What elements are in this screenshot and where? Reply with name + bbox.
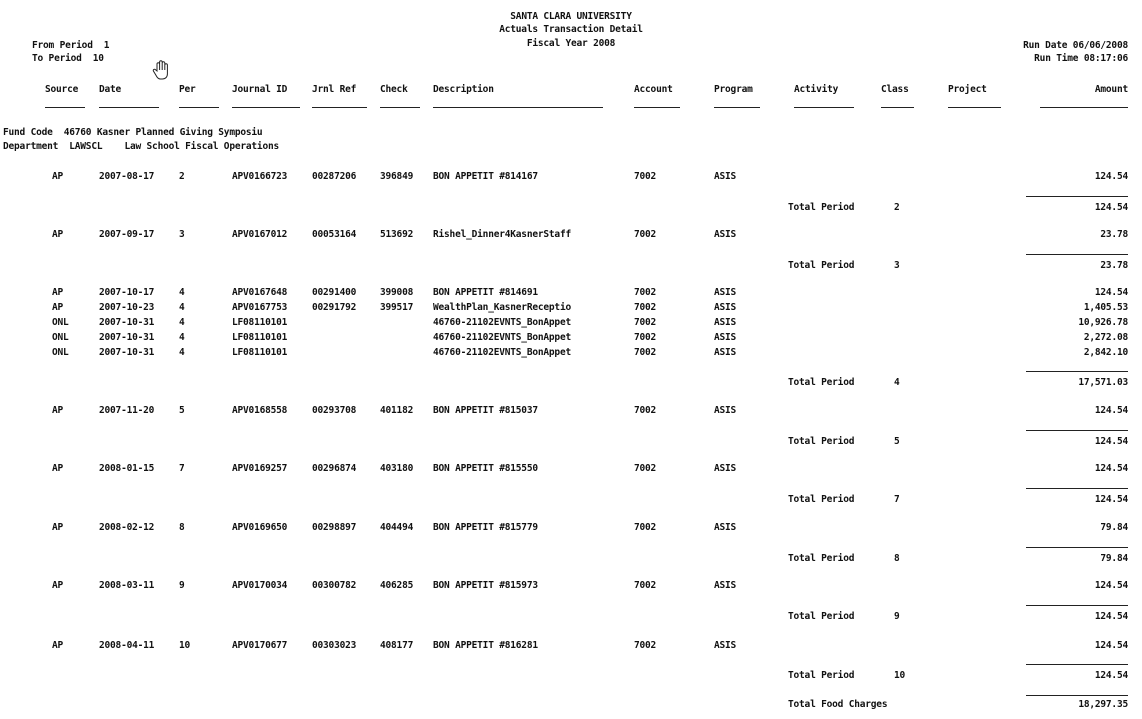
cell-date: 2007-10-17 bbox=[99, 287, 155, 298]
cell-source: AP bbox=[52, 229, 64, 240]
col-check: Check bbox=[380, 84, 408, 95]
cell-journal-id: APV0170034 bbox=[232, 580, 288, 591]
run-time-label: Run Time bbox=[1034, 53, 1079, 64]
cell-jrnl-ref: 00298897 bbox=[312, 522, 357, 533]
underline bbox=[948, 107, 1001, 108]
cell-account: 7002 bbox=[634, 580, 657, 591]
cell-source: ONL bbox=[52, 347, 69, 358]
total-period-number: 5 bbox=[894, 436, 900, 447]
total-period-label: Total Period bbox=[788, 611, 855, 622]
total-period-amount: 17,571.03 bbox=[1078, 377, 1128, 388]
underline bbox=[714, 107, 760, 108]
cell-journal-id: LF08110101 bbox=[232, 332, 288, 343]
cell-amount: 124.54 bbox=[1094, 640, 1128, 651]
cell-check: 406285 bbox=[380, 580, 414, 591]
underline bbox=[1040, 107, 1128, 108]
run-date-value: 06/06/2008 bbox=[1072, 40, 1128, 51]
cell-description: WealthPlan_KasnerReceptio bbox=[433, 302, 571, 313]
cell-check: 399008 bbox=[380, 287, 414, 298]
cell-amount: 2,272.08 bbox=[1083, 332, 1128, 343]
total-period-number: 8 bbox=[894, 553, 900, 564]
cell-amount: 23.78 bbox=[1100, 229, 1128, 240]
underline bbox=[45, 107, 85, 108]
cell-date: 2007-10-23 bbox=[99, 302, 155, 313]
total-period-number: 9 bbox=[894, 611, 900, 622]
cell-per: 4 bbox=[179, 347, 185, 358]
cell-program: ASIS bbox=[714, 229, 737, 240]
fund-code-value: 46760 Kasner Planned Giving Symposiu bbox=[63, 127, 263, 138]
cell-account: 7002 bbox=[634, 229, 657, 240]
cell-jrnl-ref: 00296874 bbox=[312, 463, 357, 474]
cell-date: 2008-03-11 bbox=[99, 580, 155, 591]
cell-program: ASIS bbox=[714, 522, 737, 533]
cell-per: 9 bbox=[179, 580, 185, 591]
total-period-amount: 124.54 bbox=[1094, 436, 1128, 447]
cell-account: 7002 bbox=[634, 463, 657, 474]
cell-jrnl-ref: 00291792 bbox=[312, 302, 357, 313]
run-time bbox=[1034, 53, 1128, 64]
cell-per: 3 bbox=[179, 229, 185, 240]
total-period-amount: 124.54 bbox=[1094, 611, 1128, 622]
total-period-number: 4 bbox=[894, 377, 900, 388]
cell-check: 396849 bbox=[380, 171, 414, 182]
total-period-amount: 124.54 bbox=[1094, 494, 1128, 505]
grand-total-label: Total Food Charges bbox=[788, 699, 888, 710]
cell-program: ASIS bbox=[714, 463, 737, 474]
department-name: Law School Fiscal Operations bbox=[124, 141, 279, 152]
underline bbox=[380, 107, 420, 108]
cell-program: ASIS bbox=[714, 580, 737, 591]
cell-account: 7002 bbox=[634, 302, 657, 313]
underline bbox=[99, 107, 159, 108]
cell-program: ASIS bbox=[714, 640, 737, 651]
cell-check: 403180 bbox=[380, 463, 414, 474]
cell-description: BON APPETIT #814691 bbox=[433, 287, 538, 298]
cell-jrnl-ref: 00053164 bbox=[312, 229, 357, 240]
total-period-label: Total Period bbox=[788, 202, 855, 213]
cell-account: 7002 bbox=[634, 317, 657, 328]
total-period-amount: 124.54 bbox=[1094, 202, 1128, 213]
cell-date: 2007-08-17 bbox=[99, 171, 155, 182]
cell-amount: 1,405.53 bbox=[1083, 302, 1128, 313]
cell-description: BON APPETIT #814167 bbox=[433, 171, 538, 182]
cell-journal-id: APV0169257 bbox=[232, 463, 288, 474]
cell-journal-id: APV0169650 bbox=[232, 522, 288, 533]
total-period-label: Total Period bbox=[788, 494, 855, 505]
cell-per: 8 bbox=[179, 522, 185, 533]
cell-journal-id: APV0170677 bbox=[232, 640, 288, 651]
underline bbox=[232, 107, 300, 108]
cell-amount: 79.84 bbox=[1100, 522, 1128, 533]
col-project: Project bbox=[948, 84, 987, 95]
underline bbox=[179, 107, 219, 108]
hand-cursor-icon bbox=[150, 58, 174, 82]
col-program: Program bbox=[714, 84, 753, 95]
total-period-amount: 79.84 bbox=[1100, 553, 1128, 564]
cell-source: AP bbox=[52, 463, 64, 474]
cell-program: ASIS bbox=[714, 302, 737, 313]
from-period bbox=[32, 40, 109, 51]
grand-total-amount: 18,297.35 bbox=[1078, 699, 1128, 710]
total-period-label: Total Period bbox=[788, 377, 855, 388]
cell-source: AP bbox=[52, 580, 64, 591]
cell-date: 2007-10-31 bbox=[99, 317, 155, 328]
col-journal-id: Journal ID bbox=[232, 84, 288, 95]
cell-description: BON APPETIT #815973 bbox=[433, 580, 538, 591]
run-time-value: 08:17:06 bbox=[1083, 53, 1128, 64]
cell-per: 4 bbox=[179, 317, 185, 328]
col-jrnl-ref: Jrnl Ref bbox=[312, 84, 357, 95]
cell-jrnl-ref: 00300782 bbox=[312, 580, 357, 591]
total-period-number: 7 bbox=[894, 494, 900, 505]
cell-description: BON APPETIT #815037 bbox=[433, 405, 538, 416]
cell-amount: 124.54 bbox=[1094, 405, 1128, 416]
report-university: SANTA CLARA UNIVERSITY bbox=[510, 11, 632, 22]
cell-check: 513692 bbox=[380, 229, 414, 240]
col-description: Description bbox=[433, 84, 494, 95]
cell-description: BON APPETIT #816281 bbox=[433, 640, 538, 651]
cell-journal-id: LF08110101 bbox=[232, 347, 288, 358]
cell-date: 2007-10-31 bbox=[99, 347, 155, 358]
cell-source: AP bbox=[52, 405, 64, 416]
cell-check: 401182 bbox=[380, 405, 414, 416]
run-date-label: Run Date bbox=[1023, 40, 1068, 51]
col-amount: Amount bbox=[1094, 84, 1128, 95]
cell-jrnl-ref: 00293708 bbox=[312, 405, 357, 416]
to-period bbox=[32, 53, 104, 64]
cell-jrnl-ref: 00303023 bbox=[312, 640, 357, 651]
cell-journal-id: APV0167753 bbox=[232, 302, 288, 313]
cell-program: ASIS bbox=[714, 332, 737, 343]
from-period-label: From Period bbox=[32, 40, 93, 51]
total-period-amount: 23.78 bbox=[1100, 260, 1128, 271]
total-period-label: Total Period bbox=[788, 436, 855, 447]
total-period-label: Total Period bbox=[788, 553, 855, 564]
cell-source: AP bbox=[52, 640, 64, 651]
cell-jrnl-ref: 00287206 bbox=[312, 171, 357, 182]
cell-per: 4 bbox=[179, 287, 185, 298]
cell-source: AP bbox=[52, 171, 64, 182]
subtotal-rule bbox=[1026, 488, 1128, 489]
total-period-number: 2 bbox=[894, 202, 900, 213]
department-label: Department bbox=[3, 141, 59, 152]
underline bbox=[881, 107, 914, 108]
cell-date: 2007-09-17 bbox=[99, 229, 155, 240]
cell-per: 10 bbox=[179, 640, 191, 651]
cell-check: 408177 bbox=[380, 640, 414, 651]
cell-per: 7 bbox=[179, 463, 185, 474]
cell-date: 2008-01-15 bbox=[99, 463, 155, 474]
cell-amount: 124.54 bbox=[1094, 463, 1128, 474]
from-period-value: 1 bbox=[103, 40, 110, 51]
cell-description: 46760-21102EVNTS_BonAppet bbox=[433, 332, 571, 343]
underline bbox=[794, 107, 854, 108]
cell-amount: 10,926.78 bbox=[1078, 317, 1128, 328]
cell-date: 2008-04-11 bbox=[99, 640, 155, 651]
cell-journal-id: APV0167648 bbox=[232, 287, 288, 298]
subtotal-rule bbox=[1026, 605, 1128, 606]
cell-account: 7002 bbox=[634, 405, 657, 416]
report-fiscal-year: Fiscal Year 2008 bbox=[526, 38, 616, 49]
total-period-label: Total Period bbox=[788, 260, 855, 271]
to-period-label: To Period bbox=[32, 53, 82, 64]
cell-amount: 124.54 bbox=[1094, 287, 1128, 298]
cell-description: 46760-21102EVNTS_BonAppet bbox=[433, 317, 571, 328]
subtotal-rule bbox=[1026, 254, 1128, 255]
cell-program: ASIS bbox=[714, 171, 737, 182]
cell-account: 7002 bbox=[634, 332, 657, 343]
col-account: Account bbox=[634, 84, 673, 95]
run-date bbox=[1023, 40, 1128, 51]
cell-jrnl-ref: 00291400 bbox=[312, 287, 357, 298]
subtotal-rule bbox=[1026, 664, 1128, 665]
cell-program: ASIS bbox=[714, 317, 737, 328]
cell-source: ONL bbox=[52, 317, 69, 328]
cell-check: 404494 bbox=[380, 522, 414, 533]
subtotal-rule bbox=[1026, 196, 1128, 197]
total-period-number: 10 bbox=[894, 670, 906, 681]
cell-description: BON APPETIT #815550 bbox=[433, 463, 538, 474]
cell-check: 399517 bbox=[380, 302, 414, 313]
cell-journal-id: APV0166723 bbox=[232, 171, 288, 182]
cell-per: 5 bbox=[179, 405, 185, 416]
cell-account: 7002 bbox=[634, 347, 657, 358]
cell-description: BON APPETIT #815779 bbox=[433, 522, 538, 533]
cell-description: Rishel_Dinner4KasnerStaff bbox=[433, 229, 571, 240]
fund-code bbox=[3, 127, 262, 138]
cell-journal-id: APV0167012 bbox=[232, 229, 288, 240]
cell-source: AP bbox=[52, 522, 64, 533]
cell-amount: 124.54 bbox=[1094, 580, 1128, 591]
cell-program: ASIS bbox=[714, 287, 737, 298]
cell-journal-id: APV0168558 bbox=[232, 405, 288, 416]
department bbox=[3, 141, 279, 152]
cell-per: 4 bbox=[179, 302, 185, 313]
cell-program: ASIS bbox=[714, 405, 737, 416]
total-period-number: 3 bbox=[894, 260, 900, 271]
cell-account: 7002 bbox=[634, 522, 657, 533]
underline bbox=[433, 107, 603, 108]
total-period-label: Total Period bbox=[788, 670, 855, 681]
col-activity: Activity bbox=[794, 84, 839, 95]
cell-account: 7002 bbox=[634, 171, 657, 182]
col-per: Per bbox=[179, 84, 196, 95]
cell-per: 2 bbox=[179, 171, 185, 182]
to-period-value: 10 bbox=[92, 53, 104, 64]
grand-total-rule bbox=[1026, 695, 1128, 696]
cell-program: ASIS bbox=[714, 347, 737, 358]
subtotal-rule bbox=[1026, 430, 1128, 431]
cell-date: 2008-02-12 bbox=[99, 522, 155, 533]
underline bbox=[312, 107, 367, 108]
report-title: Actuals Transaction Detail bbox=[499, 24, 643, 35]
cell-account: 7002 bbox=[634, 640, 657, 651]
subtotal-rule bbox=[1026, 371, 1128, 372]
cell-account: 7002 bbox=[634, 287, 657, 298]
col-date: Date bbox=[99, 84, 122, 95]
cell-date: 2007-11-20 bbox=[99, 405, 155, 416]
col-class: Class bbox=[881, 84, 909, 95]
col-source: Source bbox=[45, 84, 79, 95]
total-period-amount: 124.54 bbox=[1094, 670, 1128, 681]
cell-journal-id: LF08110101 bbox=[232, 317, 288, 328]
cell-description: 46760-21102EVNTS_BonAppet bbox=[433, 347, 571, 358]
fund-code-label: Fund Code bbox=[3, 127, 53, 138]
cell-source: AP bbox=[52, 287, 64, 298]
cell-amount: 124.54 bbox=[1094, 171, 1128, 182]
cell-amount: 2,842.10 bbox=[1083, 347, 1128, 358]
cell-date: 2007-10-31 bbox=[99, 332, 155, 343]
subtotal-rule bbox=[1026, 547, 1128, 548]
department-code: LAWSCL bbox=[69, 141, 103, 152]
cell-per: 4 bbox=[179, 332, 185, 343]
cell-source: ONL bbox=[52, 332, 69, 343]
underline bbox=[634, 107, 680, 108]
cell-source: AP bbox=[52, 302, 64, 313]
